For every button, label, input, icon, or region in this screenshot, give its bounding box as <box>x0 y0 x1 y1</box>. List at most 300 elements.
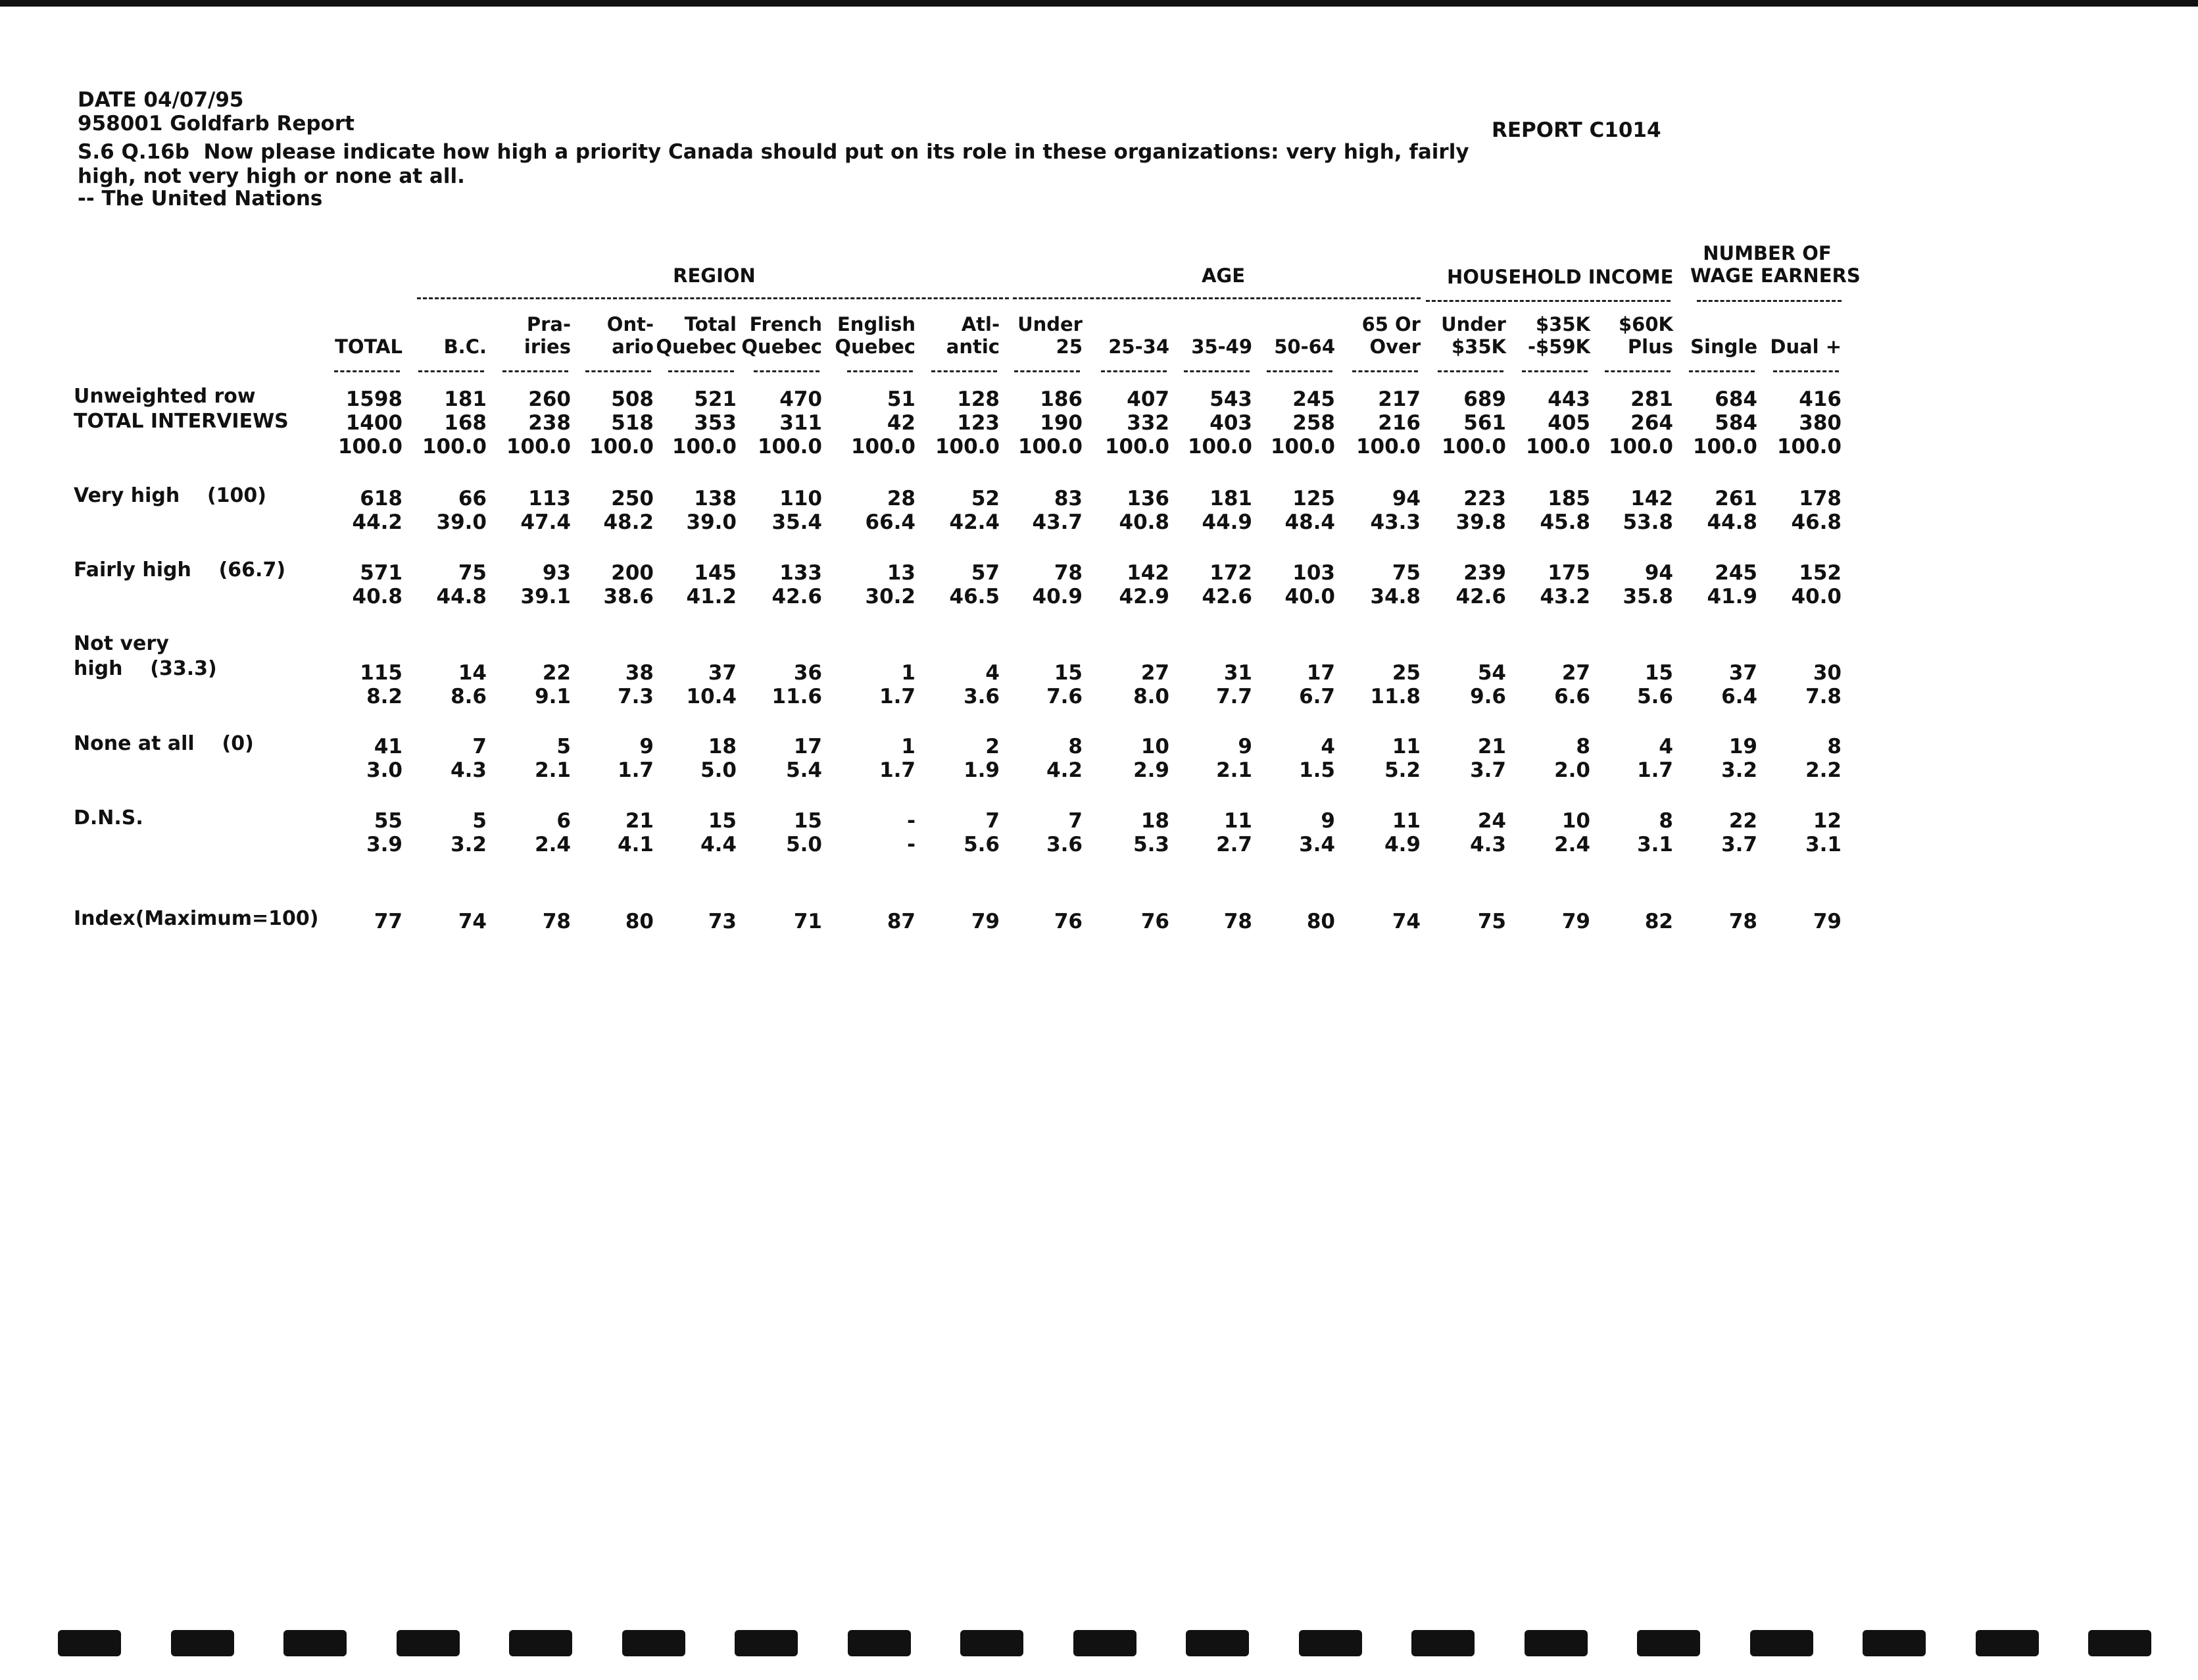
column-header-line1: Under <box>1441 313 1506 335</box>
column-underline <box>1101 370 1167 372</box>
column-header-line1 <box>310 313 403 335</box>
column-header-line2: iries <box>524 335 571 358</box>
column-underline <box>334 370 400 372</box>
table-cell: 470 <box>779 387 822 411</box>
column-header-line2: B.C. <box>443 335 487 358</box>
column-header-line2: Quebec <box>656 335 737 358</box>
table-cell: 24 <box>1477 809 1506 833</box>
column-header-line2: $35K <box>1451 335 1506 358</box>
table-cell: 245 <box>1292 387 1335 411</box>
column-header-line2: -$59K <box>1527 335 1590 358</box>
table-cell: 80 <box>625 910 654 933</box>
group-age: AGE <box>1201 264 1246 287</box>
table-cell: 44.8 <box>1707 510 1757 534</box>
column-header-line1 <box>1665 313 1757 335</box>
table-cell: 1 <box>901 661 916 685</box>
column-underline <box>847 370 913 372</box>
table-cell: 508 <box>611 387 654 411</box>
table-cell: 75 <box>1392 561 1421 585</box>
row-label-line2: high (33.3) <box>74 657 217 680</box>
table-cell: 2.4 <box>535 833 571 856</box>
table-cell: 561 <box>1463 411 1506 435</box>
table-cell: 125 <box>1292 487 1335 510</box>
table-cell: 216 <box>1378 411 1421 435</box>
table-cell: 521 <box>694 387 737 411</box>
table-cell: 1.7 <box>1637 758 1673 782</box>
table-cell: 28 <box>887 487 916 510</box>
column-header-line1 <box>1160 313 1252 335</box>
table-cell: 74 <box>1392 910 1421 933</box>
table-cell: 136 <box>1127 487 1169 510</box>
table-cell: 353 <box>694 411 737 435</box>
punch-mark <box>58 1630 121 1656</box>
column-underline <box>502 370 568 372</box>
table-cell: 78 <box>1054 561 1083 585</box>
column-header <box>1077 313 1169 358</box>
bottom-marks <box>0 1630 2198 1659</box>
row-label-line1: D.N.S. <box>74 806 143 829</box>
table-cell: 185 <box>1548 487 1590 510</box>
table-cell: 2.0 <box>1554 758 1590 782</box>
punch-mark <box>2088 1630 2151 1656</box>
column-header-line1: Ont- <box>606 313 654 335</box>
table-cell: 3.7 <box>1721 833 1757 856</box>
table-cell: 261 <box>1715 487 1757 510</box>
table-cell: 6 <box>556 809 571 833</box>
table-cell: 77 <box>374 910 403 933</box>
column-header <box>1160 313 1252 358</box>
table-cell: 100.0 <box>757 435 822 458</box>
table-cell: 80 <box>1306 910 1335 933</box>
table-cell: 42.9 <box>1119 585 1169 608</box>
table-cell: 42.6 <box>771 585 822 608</box>
table-cell: 74 <box>458 910 487 933</box>
column-underline <box>754 370 819 372</box>
table-cell: 53.8 <box>1623 510 1673 534</box>
table-cell: 22 <box>542 661 571 685</box>
table-cell: 5 <box>556 735 571 758</box>
table-cell: 17 <box>1306 661 1335 685</box>
table-cell: 35.8 <box>1623 585 1673 608</box>
table-cell: 34.8 <box>1370 585 1421 608</box>
table-cell: 1.7 <box>879 758 916 782</box>
column-underline <box>1438 370 1503 372</box>
table-cell: 30 <box>1813 661 1842 685</box>
income-divider <box>1426 300 1671 302</box>
table-cell: 38 <box>625 661 654 685</box>
row-label-line1: Index(Maximum=100) <box>74 907 319 930</box>
table-cell: 10 <box>1561 809 1590 833</box>
table-cell: 1 <box>901 735 916 758</box>
column-header <box>823 313 916 358</box>
table-cell: 46.5 <box>949 585 1000 608</box>
table-cell: 543 <box>1209 387 1252 411</box>
table-cell: 618 <box>360 487 403 510</box>
table-cell: 51 <box>887 387 916 411</box>
table-cell: 123 <box>957 411 1000 435</box>
table-cell: 79 <box>1813 910 1842 933</box>
punch-mark <box>509 1630 572 1656</box>
group-household-income: HOUSEHOLD INCOME <box>1447 266 1674 288</box>
age-divider <box>1013 297 1421 299</box>
table-cell: 190 <box>1040 411 1083 435</box>
column-header-line2: Over <box>1369 335 1421 358</box>
row-label <box>74 558 285 583</box>
table-cell: 6.7 <box>1299 685 1335 708</box>
column-underline <box>1689 370 1755 372</box>
row-label <box>74 483 266 508</box>
column-header <box>562 313 654 358</box>
table-cell: 94 <box>1392 487 1421 510</box>
table-cell: 12 <box>1813 809 1842 833</box>
column-header <box>1749 313 1842 358</box>
table-cell: 83 <box>1054 487 1083 510</box>
table-cell: 100.0 <box>935 435 1000 458</box>
table-cell: 6.6 <box>1554 685 1590 708</box>
column-underline <box>1267 370 1332 372</box>
table-cell: 443 <box>1548 387 1590 411</box>
table-cell: 2.7 <box>1216 833 1252 856</box>
table-cell: 57 <box>971 561 1000 585</box>
table-cell: 281 <box>1630 387 1673 411</box>
table-cell: 52 <box>971 487 1000 510</box>
table-cell: 2.4 <box>1554 833 1590 856</box>
table-cell: 31 <box>1223 661 1252 685</box>
table-cell: 43.3 <box>1370 510 1421 534</box>
table-cell: 14 <box>458 661 487 685</box>
column-header <box>990 313 1083 358</box>
table-cell: 115 <box>360 661 403 685</box>
table-cell: 2.9 <box>1133 758 1169 782</box>
table-cell: 2.1 <box>1216 758 1252 782</box>
punch-mark <box>735 1630 798 1656</box>
table-cell: 239 <box>1463 561 1506 585</box>
table-cell: 82 <box>1644 910 1673 933</box>
row-label-line1: Very high (100) <box>74 484 267 507</box>
table-cell: 4 <box>1321 735 1335 758</box>
column-header <box>1498 313 1590 358</box>
table-cell: 42.4 <box>949 510 1000 534</box>
table-cell: 76 <box>1054 910 1083 933</box>
table-cell: 7.8 <box>1805 685 1842 708</box>
table-cell: 2.1 <box>535 758 571 782</box>
table-cell: 4.3 <box>1470 833 1506 856</box>
table-cell: 4.1 <box>618 833 654 856</box>
row-label-line2: TOTAL INTERVIEWS <box>74 410 289 433</box>
table-cell: 3.0 <box>366 758 403 782</box>
table-cell: 8 <box>1576 735 1590 758</box>
table-cell: 100.0 <box>1104 435 1169 458</box>
column-underline <box>1522 370 1588 372</box>
table-cell: 27 <box>1140 661 1169 685</box>
row-label <box>74 906 318 931</box>
table-cell: 100.0 <box>506 435 571 458</box>
table-cell: 40.0 <box>1284 585 1335 608</box>
table-cell: 181 <box>444 387 487 411</box>
table-cell: 100.0 <box>1017 435 1083 458</box>
table-cell: - <box>907 809 916 833</box>
punch-mark <box>1750 1630 1813 1656</box>
table-cell: 1.9 <box>964 758 1000 782</box>
table-cell: 48.4 <box>1284 510 1335 534</box>
table-cell: 8 <box>1068 735 1083 758</box>
table-cell: 13 <box>887 561 916 585</box>
table-cell: 100.0 <box>850 435 916 458</box>
table-cell: 5.2 <box>1384 758 1421 782</box>
table-cell: - <box>907 833 916 856</box>
row-label-line1: None at all (0) <box>74 732 254 755</box>
table-cell: 3.9 <box>366 833 403 856</box>
table-cell: 10 <box>1140 735 1169 758</box>
column-header-line2: 25 <box>1056 335 1083 358</box>
column-underline <box>1773 370 1839 372</box>
table-cell: 8 <box>1827 735 1842 758</box>
question-text-line1: S.6 Q.16b Now please indicate how high a priority Canada should put on its role in these organizations: very high, fairly <box>78 140 1469 164</box>
row-label-line1: Unweighted row <box>74 385 256 408</box>
table-cell: 260 <box>528 387 571 411</box>
table-cell: 66.4 <box>865 510 916 534</box>
table-cell: 37 <box>1728 661 1757 685</box>
column-header-line2: Single <box>1690 335 1757 358</box>
punch-mark <box>1411 1630 1475 1656</box>
column-header-line2: Quebec <box>741 335 822 358</box>
table-cell: 37 <box>708 661 737 685</box>
table-cell: 11.6 <box>771 685 822 708</box>
report-name: 958001 Goldfarb Report <box>78 112 354 136</box>
table-cell: 138 <box>694 487 737 510</box>
column-underline <box>931 370 997 372</box>
table-cell: 8.6 <box>451 685 487 708</box>
table-cell: 8.0 <box>1133 685 1169 708</box>
table-cell: 4.2 <box>1046 758 1083 782</box>
column-header-line1: Pra- <box>526 313 571 335</box>
table-cell: 1.7 <box>879 685 916 708</box>
table-cell: 5.6 <box>964 833 1000 856</box>
table-cell: 100.0 <box>672 435 737 458</box>
table-cell: 2 <box>985 735 1000 758</box>
table-cell: 10.4 <box>686 685 737 708</box>
table-cell: 4 <box>1659 735 1673 758</box>
column-header-line2: 50-64 <box>1274 335 1335 358</box>
table-cell: 142 <box>1127 561 1169 585</box>
table-cell: 36 <box>793 661 822 685</box>
table-cell: 3.6 <box>1046 833 1083 856</box>
punch-mark <box>397 1630 460 1656</box>
column-header-line1 <box>395 313 487 335</box>
wage-divider <box>1697 300 1842 302</box>
table-cell: 217 <box>1378 387 1421 411</box>
table-cell: 380 <box>1799 411 1842 435</box>
column-header-line1: Total <box>684 313 737 335</box>
column-header <box>1243 313 1335 358</box>
row-label-line1: Not very <box>74 632 169 655</box>
table-cell: 39.0 <box>436 510 487 534</box>
table-cell: 264 <box>1630 411 1673 435</box>
table-cell: 41.9 <box>1707 585 1757 608</box>
table-cell: 4.9 <box>1384 833 1421 856</box>
column-header-line1: Under <box>1017 313 1083 335</box>
table-cell: 9 <box>639 735 654 758</box>
table-cell: 128 <box>957 387 1000 411</box>
table-cell: 584 <box>1715 411 1757 435</box>
table-cell: 47.4 <box>520 510 571 534</box>
column-header-line1: English <box>837 313 916 335</box>
table-cell: 54 <box>1477 661 1506 685</box>
table-cell: 571 <box>360 561 403 585</box>
punch-mark <box>960 1630 1023 1656</box>
column-header-line2: 35-49 <box>1191 335 1252 358</box>
table-cell: 1.5 <box>1299 758 1335 782</box>
table-cell: 3.1 <box>1805 833 1842 856</box>
table-cell: 145 <box>694 561 737 585</box>
row-label <box>74 806 143 831</box>
table-cell: 42.6 <box>1455 585 1506 608</box>
table-cell: 100.0 <box>1355 435 1421 458</box>
table-cell: 55 <box>374 809 403 833</box>
table-cell: 9 <box>1321 809 1335 833</box>
table-cell: 3.2 <box>1721 758 1757 782</box>
table-cell: 100.0 <box>1608 435 1673 458</box>
table-cell: 75 <box>1477 910 1506 933</box>
column-header <box>1665 313 1757 358</box>
table-cell: 3.7 <box>1470 758 1506 782</box>
question-subject: -- The United Nations <box>78 187 323 210</box>
column-underline <box>1605 370 1671 372</box>
table-cell: 181 <box>1209 487 1252 510</box>
table-cell: 40.8 <box>352 585 403 608</box>
table-cell: 22 <box>1728 809 1757 833</box>
table-cell: 7 <box>1068 809 1083 833</box>
column-header <box>1329 313 1421 358</box>
table-cell: 238 <box>528 411 571 435</box>
table-cell: 258 <box>1292 411 1335 435</box>
group-region: REGION <box>673 264 756 287</box>
table-cell: 7.3 <box>618 685 654 708</box>
table-cell: 5 <box>472 809 487 833</box>
punch-mark <box>1525 1630 1588 1656</box>
column-header <box>1414 313 1506 358</box>
column-header <box>479 313 571 358</box>
table-cell: 21 <box>625 809 654 833</box>
table-cell: 11 <box>1223 809 1252 833</box>
table-cell: 416 <box>1799 387 1842 411</box>
table-cell: 21 <box>1477 735 1506 758</box>
table-cell: 3.2 <box>451 833 487 856</box>
column-underline <box>1184 370 1250 372</box>
top-border <box>0 0 2198 7</box>
table-cell: 44.2 <box>352 510 403 534</box>
table-cell: 245 <box>1715 561 1757 585</box>
table-cell: 2.2 <box>1805 758 1842 782</box>
column-underline <box>418 370 484 372</box>
column-header-line1: French <box>749 313 822 335</box>
table-cell: 5.4 <box>786 758 822 782</box>
column-underline <box>585 370 651 372</box>
column-header-line2: Dual + <box>1770 335 1842 358</box>
column-underline <box>668 370 734 372</box>
table-cell: 405 <box>1548 411 1590 435</box>
column-header <box>908 313 1000 358</box>
table-cell: 66 <box>458 487 487 510</box>
punch-mark <box>283 1630 347 1656</box>
column-header-line1: 65 Or <box>1361 313 1421 335</box>
table-cell: 100.0 <box>337 435 403 458</box>
column-header-line2: Quebec <box>835 335 916 358</box>
group-wage-earners <box>1690 242 1861 287</box>
table-cell: 5.0 <box>786 833 822 856</box>
table-cell: 8 <box>1659 809 1673 833</box>
group-wage-earners-line2: WAGE EARNERS <box>1690 264 1861 287</box>
table-cell: 311 <box>779 411 822 435</box>
table-cell: 43.2 <box>1540 585 1590 608</box>
table-cell: 30.2 <box>865 585 916 608</box>
table-cell: 223 <box>1463 487 1506 510</box>
table-cell: 45.8 <box>1540 510 1590 534</box>
table-cell: 332 <box>1127 411 1169 435</box>
table-cell: 76 <box>1140 910 1169 933</box>
column-header-line2: antic <box>946 335 1000 358</box>
row-label <box>74 731 254 756</box>
table-cell: 11.8 <box>1370 685 1421 708</box>
table-cell: 103 <box>1292 561 1335 585</box>
report-date: DATE 04/07/95 <box>78 88 244 112</box>
table-cell: 79 <box>1561 910 1590 933</box>
column-header-line1 <box>1077 313 1169 335</box>
table-cell: 25 <box>1392 661 1421 685</box>
column-header-line2: Plus <box>1627 335 1673 358</box>
punch-mark <box>1299 1630 1362 1656</box>
column-header-line2: ario <box>612 335 654 358</box>
table-cell: 38.6 <box>603 585 654 608</box>
table-cell: 40.8 <box>1119 510 1169 534</box>
table-cell: 4.3 <box>451 758 487 782</box>
table-cell: 39.8 <box>1455 510 1506 534</box>
column-header <box>395 313 487 358</box>
punch-mark <box>1637 1630 1700 1656</box>
table-cell: 1598 <box>345 387 403 411</box>
group-wage-earners-line1: NUMBER OF <box>1703 242 1832 264</box>
table-cell: 113 <box>528 487 571 510</box>
table-cell: 250 <box>611 487 654 510</box>
table-cell: 27 <box>1561 661 1590 685</box>
table-cell: 133 <box>779 561 822 585</box>
table-cell: 15 <box>1054 661 1083 685</box>
table-cell: 43.7 <box>1032 510 1083 534</box>
column-header <box>310 313 403 358</box>
table-cell: 407 <box>1127 387 1169 411</box>
table-cell: 100.0 <box>422 435 487 458</box>
column-underline <box>1352 370 1418 372</box>
table-cell: 15 <box>1644 661 1673 685</box>
table-cell: 518 <box>611 411 654 435</box>
table-cell: 3.6 <box>964 685 1000 708</box>
row-label <box>74 631 217 681</box>
table-cell: 3.1 <box>1637 833 1673 856</box>
table-cell: 200 <box>611 561 654 585</box>
column-header-line1: $35K <box>1535 313 1590 335</box>
table-cell: 44.8 <box>436 585 487 608</box>
table-cell: 100.0 <box>1776 435 1842 458</box>
table-cell: 9.6 <box>1470 685 1506 708</box>
table-cell: 5.6 <box>1637 685 1673 708</box>
table-cell: 17 <box>793 735 822 758</box>
table-cell: 39.0 <box>686 510 737 534</box>
table-cell: 48.2 <box>603 510 654 534</box>
table-cell: 142 <box>1630 487 1673 510</box>
table-cell: 39.1 <box>520 585 571 608</box>
table-cell: 1400 <box>345 411 403 435</box>
table-cell: 7 <box>985 809 1000 833</box>
